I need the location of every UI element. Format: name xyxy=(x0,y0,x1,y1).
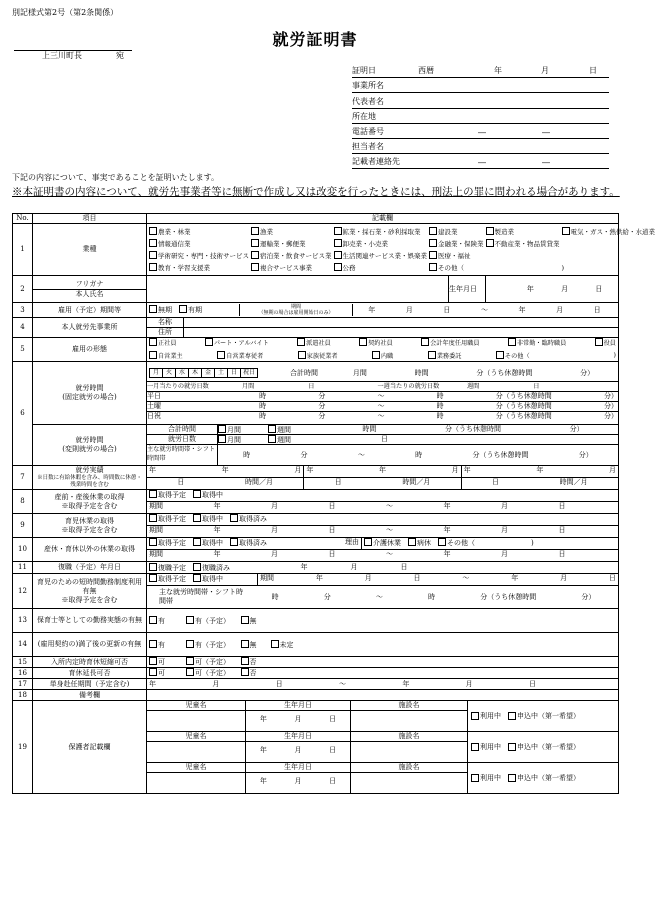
row-number: 18 xyxy=(13,690,33,701)
row-number: 1 xyxy=(13,224,33,276)
contact-line[interactable] xyxy=(352,154,609,169)
row-label: 産前・産後休業の取得 xyxy=(54,492,125,501)
row-number: 11 xyxy=(13,562,33,574)
row-number: 5 xyxy=(13,338,33,362)
address-label: 所在地 xyxy=(352,112,376,121)
variable-hours-field[interactable]: 合計時間 月間 週間 時間 分（うち休憩時間 分） 就労日数 月間 週間 日 主な就労時間帯・シフト時間帯 時 分 ～ 時 分（うち休憩時間 分） xyxy=(147,425,619,466)
maternity-leave-field[interactable]: 取得予定 取得中 期間 年 月 日 ～ 年 月 日 xyxy=(147,490,619,514)
row-number: 16 xyxy=(13,668,33,679)
row-industry xyxy=(13,224,619,276)
row-guardian xyxy=(13,701,619,794)
row-label: 単身赴任期間（予定含む) xyxy=(33,679,147,690)
return-date-field[interactable]: 復職予定 復職済み 年 月 日 xyxy=(147,562,619,574)
row-employment-period xyxy=(13,303,619,318)
row-label: 備考欄 xyxy=(33,690,147,701)
industry-options[interactable]: 農業・林業 漁業 鉱業・採石業・砂利採取業 建設業 製造業 電気・ガス・熱供給・水道業 情報通信業 運輸業・郵便業 卸売業・小売業 金融業・保険業 不動産業・物品賃貸業 学術研究・専門・技術サービス 宿泊業・飲食サービス業 生活関連サービス業・娯楽業 医療・福祉 教育・学習支援業 複合サービス事業 公務 その他（ ) xyxy=(147,224,619,276)
row-note: ※取得予定を含む xyxy=(61,501,118,510)
certificate-table xyxy=(12,213,655,794)
row-label: 雇用（予定）期間等 xyxy=(33,303,147,318)
phone-line[interactable] xyxy=(352,124,609,139)
workplace-field[interactable]: 名称 住所 xyxy=(147,318,619,338)
work-record-field[interactable]: 年 年 月 年 年 月 年 年 月 日 時間／月 日 時間／月 日 時間／月 xyxy=(147,466,619,490)
row-label: 育児のための短時間勤務制度利用有無 xyxy=(37,577,142,595)
row-work-record xyxy=(13,466,619,490)
name-birth-field[interactable]: 生年月日 年 月 日 xyxy=(147,276,619,303)
office-name-line[interactable] xyxy=(352,78,609,93)
row-number: 10 xyxy=(13,538,33,562)
short-hours-field[interactable]: 取得予定 取得中 期間 年 月 日 ～ 年 月 日 主な就労時間帯・シフト時間帯 時 分 ～ 時 分（うち休憩時間 分） xyxy=(147,574,619,609)
row-number: 15 xyxy=(13,657,33,668)
row-remarks xyxy=(13,690,619,701)
row-label: 業種 xyxy=(33,224,147,276)
address-line[interactable] xyxy=(352,109,609,124)
row-number: 13 xyxy=(13,609,33,633)
dash: ― xyxy=(478,158,486,167)
row-other-leave xyxy=(13,538,619,562)
month-label: 月 xyxy=(541,66,549,75)
row-contract-renewal xyxy=(13,633,619,657)
dash: ― xyxy=(542,128,550,137)
row-solo-assignment xyxy=(13,679,619,690)
row-number: 8 xyxy=(13,490,33,514)
charge-label: 担当者名 xyxy=(352,142,384,151)
row-employment-type xyxy=(13,338,619,362)
row-number: 7 xyxy=(13,466,33,490)
row-label: 就労時間 xyxy=(75,436,104,444)
addressee-line xyxy=(14,50,132,60)
row-label: 産休・育休以外の休業の取得 xyxy=(33,538,147,562)
solo-assignment-field[interactable]: 年 月 日 ～ 年 月 日 xyxy=(147,679,619,690)
phone-label: 電話番号 xyxy=(352,127,384,136)
nursery-teacher-field[interactable]: 有 有（予定） 無 xyxy=(147,609,619,633)
other-leave-field[interactable]: 取得予定 取得中 取得済み 理由 介護休業 病休 その他（ ) 期間 年 月 日 ～ 年 月 日 xyxy=(147,538,619,562)
employment-period-field[interactable]: 無期 有期 期間 （無期の場合は雇用開始日のみ） 年 月 日 ～ 年 月 日 xyxy=(147,303,619,318)
row-childcare-leave xyxy=(13,514,619,538)
representative-line[interactable] xyxy=(352,94,609,109)
childcare-leave-field[interactable]: 取得予定 取得中 取得済み 期間 年 月 日 ～ 年 月 日 xyxy=(147,514,619,538)
row-label: 就労実績 xyxy=(75,466,104,474)
row-label: 復職（予定）年月日 xyxy=(33,562,147,574)
day-label: 日 xyxy=(589,66,597,75)
era-label: 西暦 xyxy=(418,66,434,75)
dash: ― xyxy=(542,158,550,167)
row-number: 14 xyxy=(13,633,33,657)
certification-date-line[interactable] xyxy=(352,63,609,78)
row-label: 育休延長可否 xyxy=(33,668,147,679)
row-working-hours-fixed xyxy=(13,362,619,425)
row-number: 4 xyxy=(13,318,33,338)
contract-renewal-field[interactable]: 有 有（予定） 無 未定 xyxy=(147,633,619,657)
row-number: 6 xyxy=(13,362,33,466)
warning-text: ※本証明書の内容について、就労先事業者等に無断で作成し又は改変を行ったときには、刑法上の罪に問われる場合があります。 xyxy=(12,186,620,198)
row-number: 9 xyxy=(13,514,33,538)
row-label: 本人就労先事業所 xyxy=(33,318,147,338)
employment-type-options[interactable]: 正社員 パート・アルバイト 派遣社員 契約社員 会計年度任用職員 非常勤・臨時職員 役員 自営業主 自営業専従者 家族従業者 内職 業務委託 その他（ ) xyxy=(147,338,619,362)
row-note: ※取得予定を含む xyxy=(61,595,118,604)
leave-extension-field[interactable]: 可 可（予定） 否 xyxy=(147,668,619,679)
leave-shortening-field[interactable]: 可 可（予定） 否 xyxy=(147,657,619,668)
row-sublabel: (変則就労の場合) xyxy=(62,445,117,453)
row-number: 2 xyxy=(13,276,33,303)
row-number: 17 xyxy=(13,679,33,690)
furigana-label: フリガナ xyxy=(75,279,104,288)
row-number: 3 xyxy=(13,303,33,318)
row-nursery-teacher xyxy=(13,609,619,633)
row-return-date xyxy=(13,562,619,574)
row-label: 入所内定時育休短縮可否 xyxy=(33,657,147,668)
row-working-hours-variable xyxy=(13,425,619,466)
row-leave-shortening xyxy=(13,657,619,668)
row-number: 12 xyxy=(13,574,33,609)
person-in-charge-line[interactable] xyxy=(352,139,609,154)
row-label: 就労時間 xyxy=(75,384,104,392)
row-note: ※取得予定を含む xyxy=(61,525,118,534)
office-label: 事業所名 xyxy=(352,81,384,90)
row-short-hours xyxy=(13,574,619,609)
col-item: 項目 xyxy=(33,214,147,224)
addressee-town: 上三川町長 xyxy=(42,51,82,60)
row-label: 保育士等としての勤務実態の有無 xyxy=(33,609,147,633)
col-entry: 記載欄 xyxy=(147,214,619,224)
year-label: 年 xyxy=(494,66,502,75)
dash: ― xyxy=(478,128,486,137)
fixed-hours-field[interactable]: 月 火 水 木 金 土 日 祝日 合計時間 月間 時間 分（うち休憩時間 分） 一月当たりの就労日数 月間 日 一週当たりの就労日数 週間 日 平日 時 分 ～ 時 分（うち休憩時間 分） 土曜 時 分 ～ 時 分（うち休憩時間 分） 日祝 時 分 ～ 時 分（うち休憩時間 分） xyxy=(147,362,619,425)
row-leave-extension xyxy=(13,668,619,679)
col-no: No. xyxy=(13,214,33,224)
row-label: 保護者記載欄 xyxy=(33,701,147,794)
row-number: 19 xyxy=(13,701,33,794)
document-title: 就労証明書 xyxy=(272,30,358,49)
form-label: 別記様式第2号（第2条関係） xyxy=(12,8,119,17)
intro-text: 下記の内容について、事実であることを証明いたします。 xyxy=(12,173,220,182)
row-label: 育児休業の取得 xyxy=(65,516,114,525)
contact-label: 記載者連絡先 xyxy=(352,157,400,166)
row-name xyxy=(13,276,619,303)
row-sublabel: (固定就労の場合) xyxy=(62,393,117,401)
row-note: ※日数に有給休暇を含み、時間数に休憩・残業時間を含む xyxy=(37,475,142,488)
row-maternity-leave xyxy=(13,490,619,514)
name-label: 本人氏名 xyxy=(33,289,146,299)
remarks-field[interactable] xyxy=(147,690,619,701)
rep-label: 代表者名 xyxy=(352,97,384,106)
row-workplace xyxy=(13,318,619,338)
row-label: (雇用契約の)満了後の更新の有無 xyxy=(33,633,147,657)
date-label: 証明日 xyxy=(352,66,376,75)
row-label: 雇用の形態 xyxy=(33,338,147,362)
addressee-honorific: 宛 xyxy=(116,51,124,60)
guardian-field[interactable]: 児童名 生年月日 年 月 日 施設名 利用中 申込中（第一希望） 児童名 生年月日 年 月 日 施設名 利用中 申込中（第一希望） 児童名 生年月日 年 月 日 施設名 利用中 申込中（第一希望） xyxy=(147,701,619,794)
